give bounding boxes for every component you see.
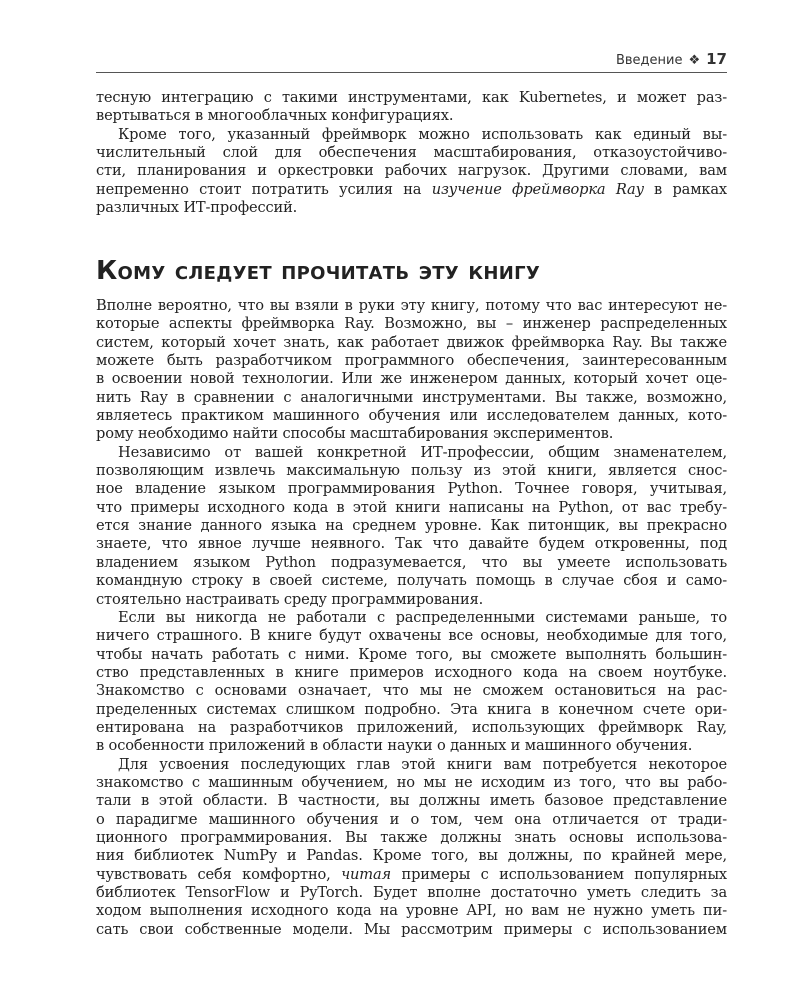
text-line	[96, 866, 727, 884]
text-segment: непременно стоит потратить усилия на	[96, 180, 432, 198]
text-line: в особенности приложений в области науки о данных и машинного обучения.	[96, 737, 693, 755]
text-line	[96, 181, 727, 199]
paragraph	[96, 89, 727, 126]
text-line: сать свои собственные модели. Мы рассмотрим примеры с использованием	[96, 920, 727, 938]
text-line: нить Ray в сравнении с аналогичными инструментами. Вы также, возможно,	[96, 388, 727, 406]
text-line: в освоении новой технологии. Или же инженером данных, который хочет оце-	[96, 370, 727, 388]
text-segment: примеры с использованием популярных	[391, 865, 727, 883]
text-line: Кроме того, указанный фреймворк можно использовать как единый вы-	[118, 125, 727, 143]
intro-text	[96, 89, 727, 217]
text-line: тали в этой области. В частности, вы должны иметь базовое представление	[96, 792, 727, 810]
ornament-icon: ❖	[688, 53, 701, 68]
text-segment: в рамках	[643, 180, 728, 198]
text-line: являетесь практиком машинного обучения или исследователем данных, кото-	[96, 407, 727, 425]
text-line: числительный слой для обеспечения масштабирования, отказоустойчиво-	[96, 144, 727, 162]
emphasis-text: читая	[341, 865, 392, 883]
text-segment: чувствовать себя комфортно,	[96, 865, 342, 883]
text-line: ется знание данного языка на среднем уровне. Как питонщик, вы прекрасно	[96, 517, 727, 535]
paragraph	[96, 444, 727, 609]
text-line: Если вы никогда не работали с распределенными системами раньше, то	[118, 608, 727, 626]
text-line: командную строку в своей системе, получать помощь в случае сбоя и само-	[96, 572, 727, 590]
text-line: ство представленных в книге примеров исходного кода на своем ноутбуке.	[96, 663, 727, 681]
text-line: тесную интеграцию с такими инструментами, как Kubernetes, и может раз-	[96, 89, 727, 106]
text-line: стоятельно настраивать среду программирования.	[96, 590, 484, 608]
text-line: Независимо от вашей конкретной ИТ-профессии, общим знаменателем,	[118, 443, 727, 461]
text-line: сти, планирования и оркестровки рабочих нагрузок. Другими словами, вам	[96, 162, 727, 180]
text-line: различных ИТ-профессий.	[96, 199, 298, 217]
paragraph	[96, 609, 727, 756]
text-line: пределенных системах слишком подробно. Эта книга в конечном счете ори-	[96, 700, 727, 718]
text-line: владением языком Python подразумевается, что вы умеете использовать	[96, 553, 727, 571]
text-line: знаете, что явное лучше неявного. Так что давайте будем откровенны, под	[96, 535, 727, 553]
running-head	[96, 50, 727, 68]
text-line: что примеры исходного кода в этой книги написаны на Python, от вас требу-	[96, 498, 727, 516]
section-text	[96, 297, 727, 939]
text-line: ния библиотек NumPy и Pandas. Кроме того, вы должны, по крайней мере,	[96, 847, 727, 865]
text-line: Вполне вероятно, что вы взяли в руки эту книгу, потому что вас интересуют не-	[96, 297, 727, 314]
text-line: которые аспекты фреймворка Ray. Возможно, вы – инженер распределенных	[96, 315, 727, 333]
text-line: ничего страшного. В книге будут охвачены все основы, необходимые для того,	[96, 627, 727, 645]
page-number: 17	[706, 50, 727, 68]
section-heading: Кому следует прочитать эту книгу	[96, 256, 541, 286]
text-line: ное владение языком программирования Python. Точнее говоря, учитывая,	[96, 480, 727, 498]
running-head-section: Введение	[615, 53, 683, 68]
text-line: позволяющим извлечь максимальную пользу из этой книги, является снос-	[96, 462, 727, 480]
text-line: Знакомство с основами означает, что мы не сможем остановиться на рас-	[96, 682, 727, 700]
paragraph	[96, 756, 727, 939]
text-line: библиотек TensorFlow и PyTorch. Будет вполне достаточно уметь следить за	[96, 884, 727, 901]
text-line: ходом выполнения исходного кода на уровне API, но вам не нужно уметь пи-	[96, 902, 727, 920]
text-line: рому необходимо найти способы масштабирования экспериментов.	[96, 425, 614, 443]
text-line: ентирована на разработчиков приложений, использующих фреймворк Ray,	[96, 718, 727, 736]
text-line: ционного программирования. Вы также должны знать основы использова-	[96, 828, 727, 846]
header-rule	[96, 72, 727, 73]
paragraph	[96, 297, 727, 444]
text-line: можете быть разработчиком программного обеспечения, заинтересованным	[96, 352, 727, 370]
text-line: знакомство с машинным обучением, но мы не исходим из того, что вы рабо-	[96, 773, 727, 791]
emphasis-text: изучение фреймворка Ray	[431, 180, 644, 198]
text-line: Для усвоения последующих глав этой книги вам потребуется некоторое	[118, 755, 727, 773]
text-line: о парадигме машинного обучения и о том, чем она отличается от тради-	[96, 810, 727, 828]
paragraph	[96, 126, 727, 218]
text-line: чтобы начать работать с ними. Кроме того, вы сможете выполнять большин-	[96, 645, 727, 663]
text-line: систем, который хочет знать, как работает движок фреймворка Ray. Вы также	[96, 333, 727, 351]
text-line: вертываться в многооблачных конфигурациях.	[96, 107, 454, 125]
